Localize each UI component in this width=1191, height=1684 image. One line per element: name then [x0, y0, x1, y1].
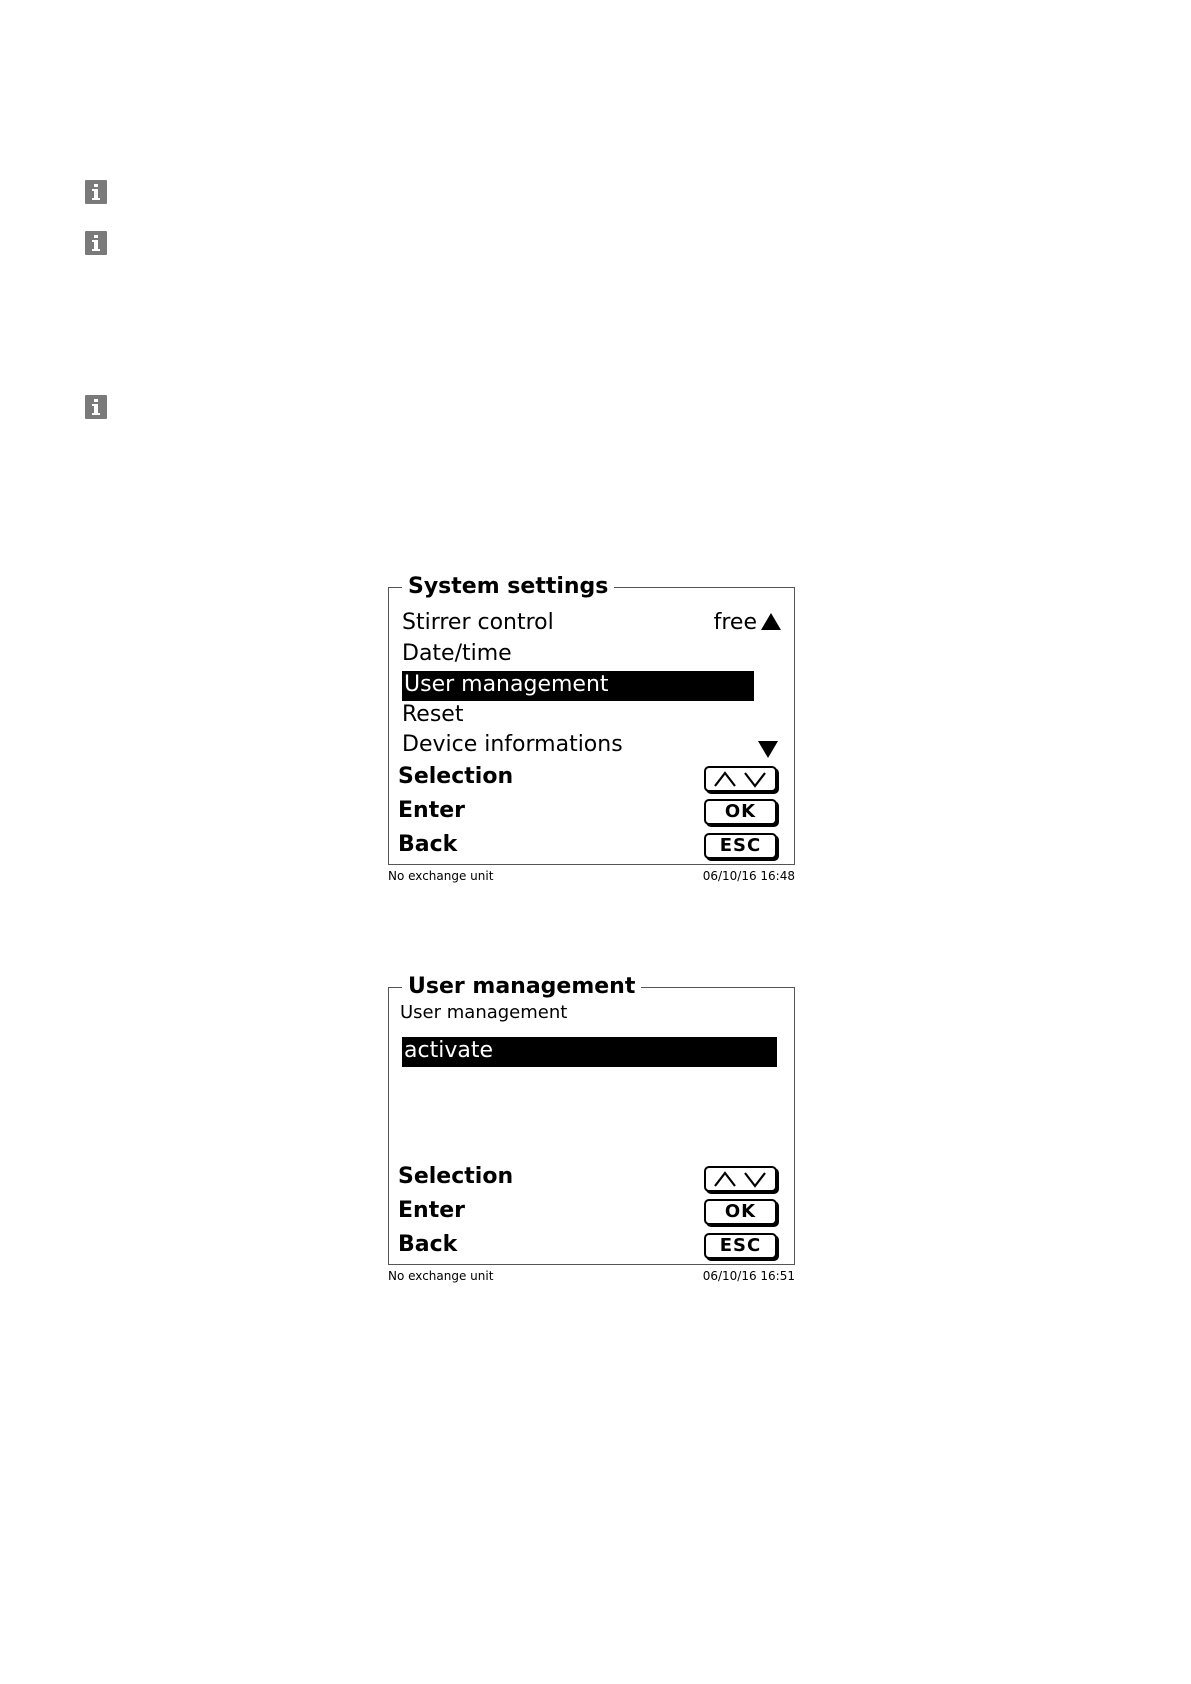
info-icon: [85, 395, 107, 419]
ok-key[interactable]: OK: [704, 1199, 777, 1225]
up-down-arrows-icon: [711, 1170, 771, 1188]
scroll-up-icon: [761, 613, 781, 630]
softkey-label-selection: Selection: [398, 1164, 514, 1189]
option-label: activate: [404, 1038, 493, 1063]
stirrer-control-value-text: free: [713, 610, 757, 635]
status-datetime: 06/10/16 16:51: [702, 1269, 795, 1283]
softkey-label-back: Back: [398, 1232, 458, 1257]
menu-item-stirrer-control[interactable]: Stirrer control: [402, 610, 554, 635]
info-icon: [85, 180, 107, 204]
screen-title: System settings: [402, 574, 614, 600]
menu-item-date-time[interactable]: Date/time: [402, 641, 512, 666]
menu-item-device-informations[interactable]: Device informations: [402, 732, 623, 757]
status-datetime: 06/10/16 16:48: [702, 869, 795, 883]
screen-subtitle: User management: [400, 1002, 568, 1023]
menu-item-user-management[interactable]: [402, 671, 754, 701]
scroll-down-icon: [758, 741, 778, 758]
status-left: No exchange unit: [388, 869, 494, 883]
status-left: No exchange unit: [388, 1269, 494, 1283]
system-settings-screen: [388, 574, 795, 883]
selection-key[interactable]: [704, 766, 777, 792]
softkey-label-back: Back: [398, 832, 458, 857]
screen-title: User management: [402, 974, 641, 1000]
menu-item-label: User management: [404, 672, 609, 697]
esc-key[interactable]: ESC: [704, 1233, 777, 1259]
ok-key[interactable]: OK: [704, 799, 777, 825]
selection-key[interactable]: [704, 1166, 777, 1192]
info-icon: [85, 231, 107, 255]
option-activate[interactable]: [402, 1037, 777, 1067]
stirrer-control-value: [714, 609, 781, 637]
softkey-label-selection: Selection: [398, 764, 514, 789]
softkey-label-enter: Enter: [398, 1198, 465, 1223]
up-down-arrows-icon: [711, 770, 771, 788]
menu-item-reset[interactable]: Reset: [402, 702, 464, 727]
user-management-screen: [388, 974, 795, 1283]
esc-key[interactable]: ESC: [704, 833, 777, 859]
softkey-label-enter: Enter: [398, 798, 465, 823]
